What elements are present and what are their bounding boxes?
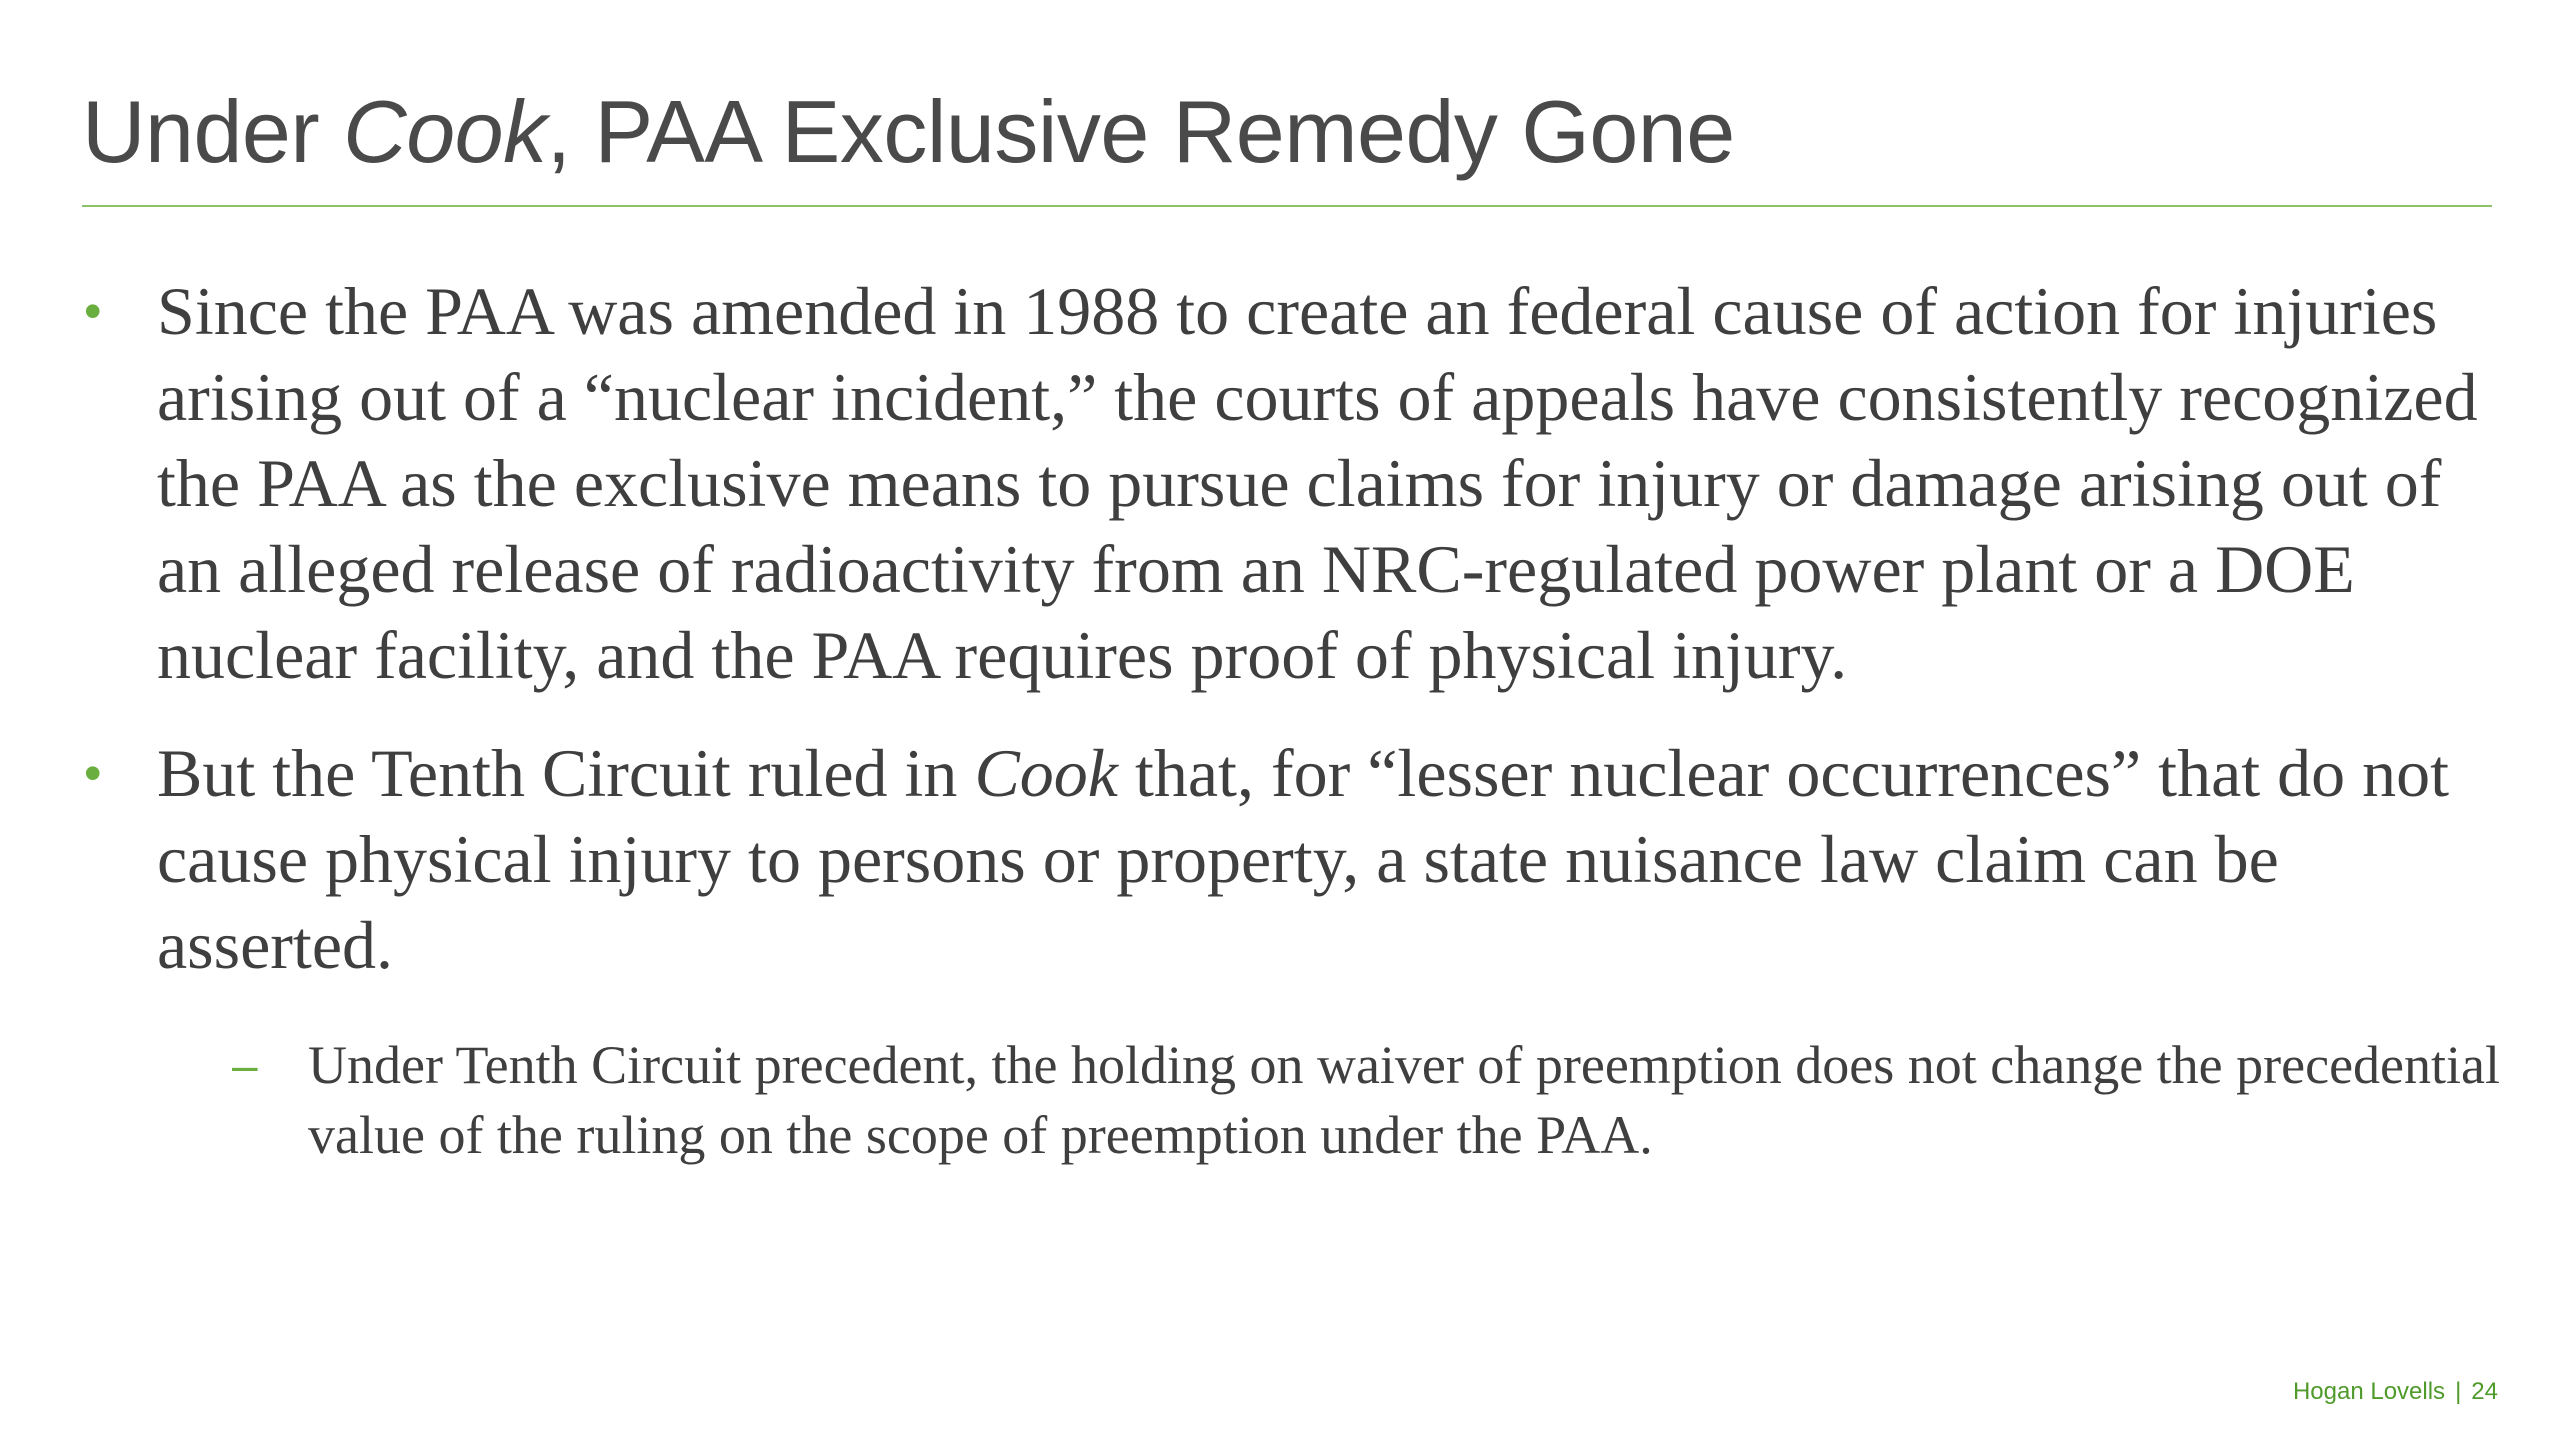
bullet-item-2: [82, 730, 2502, 1170]
sub-bullet-item: [232, 1030, 2502, 1170]
title-suffix: , PAA Exclusive Remedy Gone: [546, 82, 1735, 181]
bullet-item-1: [82, 268, 2502, 698]
bullet-text-after: that, for “lesser nuclear occurrences” that do not cause physical injury to persons or property, a state nuisance law claim can be asserted.: [157, 735, 2450, 983]
slide-body: [82, 268, 2502, 1202]
bullet-text-before: But the Tenth Circuit ruled in: [157, 735, 975, 811]
footer-brand: Hogan Lovells: [2292, 1378, 2446, 1405]
slide-footer: [2293, 1378, 2498, 1406]
title-prefix: Under: [82, 82, 344, 181]
slide-title: [82, 84, 1735, 181]
bullet-marker: •: [84, 283, 102, 339]
sub-bullet-text: Under Tenth Circuit precedent, the holding on waiver of preemption does not change the precedential value of the ruling on the scope of preemption under the PAA.: [308, 1035, 2500, 1165]
bullet-text: Since the PAA was amended in 1988 to create an federal cause of action for injuries arising out of a “nuclear incident,” the courts of appeals have consistently recognized the PAA as the exclusive means to pursue claims for injury or damage arising out of an alleged release of radioactivity from an NRC-regulated power plant or a DOE nuclear facility, and the PAA requires proof of physical injury.: [157, 273, 2478, 693]
page-number: 24: [2471, 1378, 2498, 1405]
title-italic-case-name: Cook: [343, 82, 547, 181]
sub-bullet-marker: –: [232, 1039, 258, 1091]
footer-separator: |: [2455, 1378, 2462, 1405]
title-divider: [82, 205, 2492, 207]
bullet-marker: •: [84, 745, 102, 801]
bullet-text-italic: Cook: [974, 735, 1118, 811]
